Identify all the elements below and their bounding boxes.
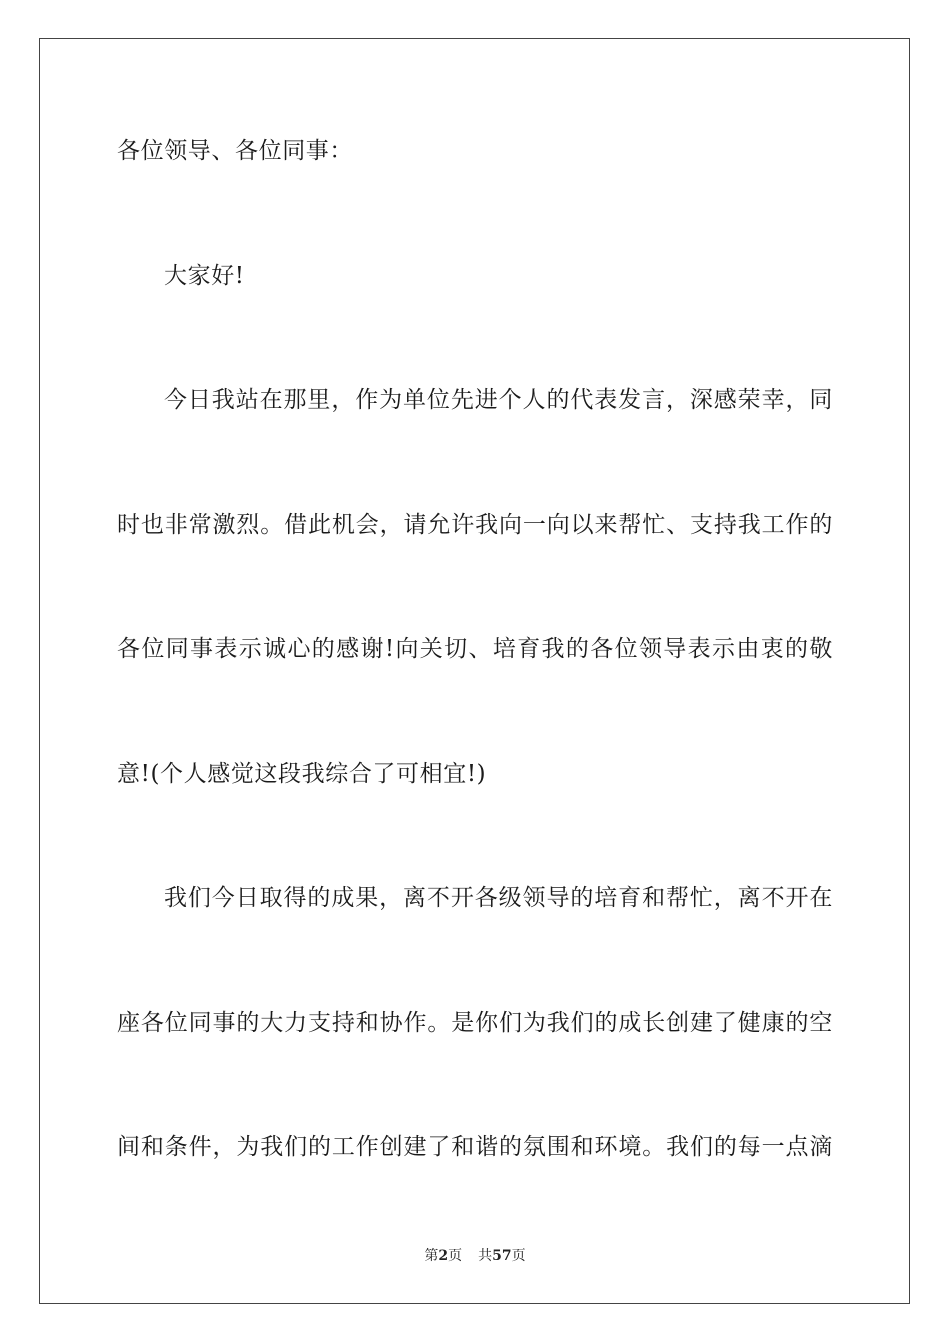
page-number: 2 [438, 1248, 449, 1264]
page-suffix: 页 [448, 1248, 463, 1264]
page-prefix: 第 [424, 1248, 439, 1264]
paragraph-1-line-1: 今日我站在那里，作为单位先进个人的代表发言，深感荣幸，同 [164, 387, 833, 413]
page-border [39, 38, 910, 1304]
paragraph-1-line-2: 时也非常激烈。借此机会，请允许我向一向以来帮忙、支持我工作的 [117, 512, 833, 538]
greeting-line: 大家好! [164, 263, 245, 289]
salutation-line: 各位领导、各位同事： [117, 138, 353, 164]
paragraph-2-line-3: 间和条件，为我们的工作创建了和谐的氛围和环境。我们的每一点滴 [117, 1134, 833, 1160]
total-pages: 57 [492, 1248, 512, 1264]
paragraph-2-line-1: 我们今日取得的成果，离不开各级领导的培育和帮忙，离不开在 [164, 885, 833, 911]
total-prefix: 共 [478, 1248, 493, 1264]
total-suffix: 页 [511, 1248, 526, 1264]
paragraph-2-line-2: 座各位同事的大力支持和协作。是你们为我们的成长创建了健康的空 [117, 1010, 833, 1036]
paragraph-1-line-3: 各位同事表示诚心的感谢!向关切、培育我的各位领导表示由衷的敬 [117, 636, 833, 662]
paragraph-1-line-4: 意!(个人感觉这段我综合了可相宜!) [117, 761, 487, 787]
page-footer [0, 1247, 950, 1265]
